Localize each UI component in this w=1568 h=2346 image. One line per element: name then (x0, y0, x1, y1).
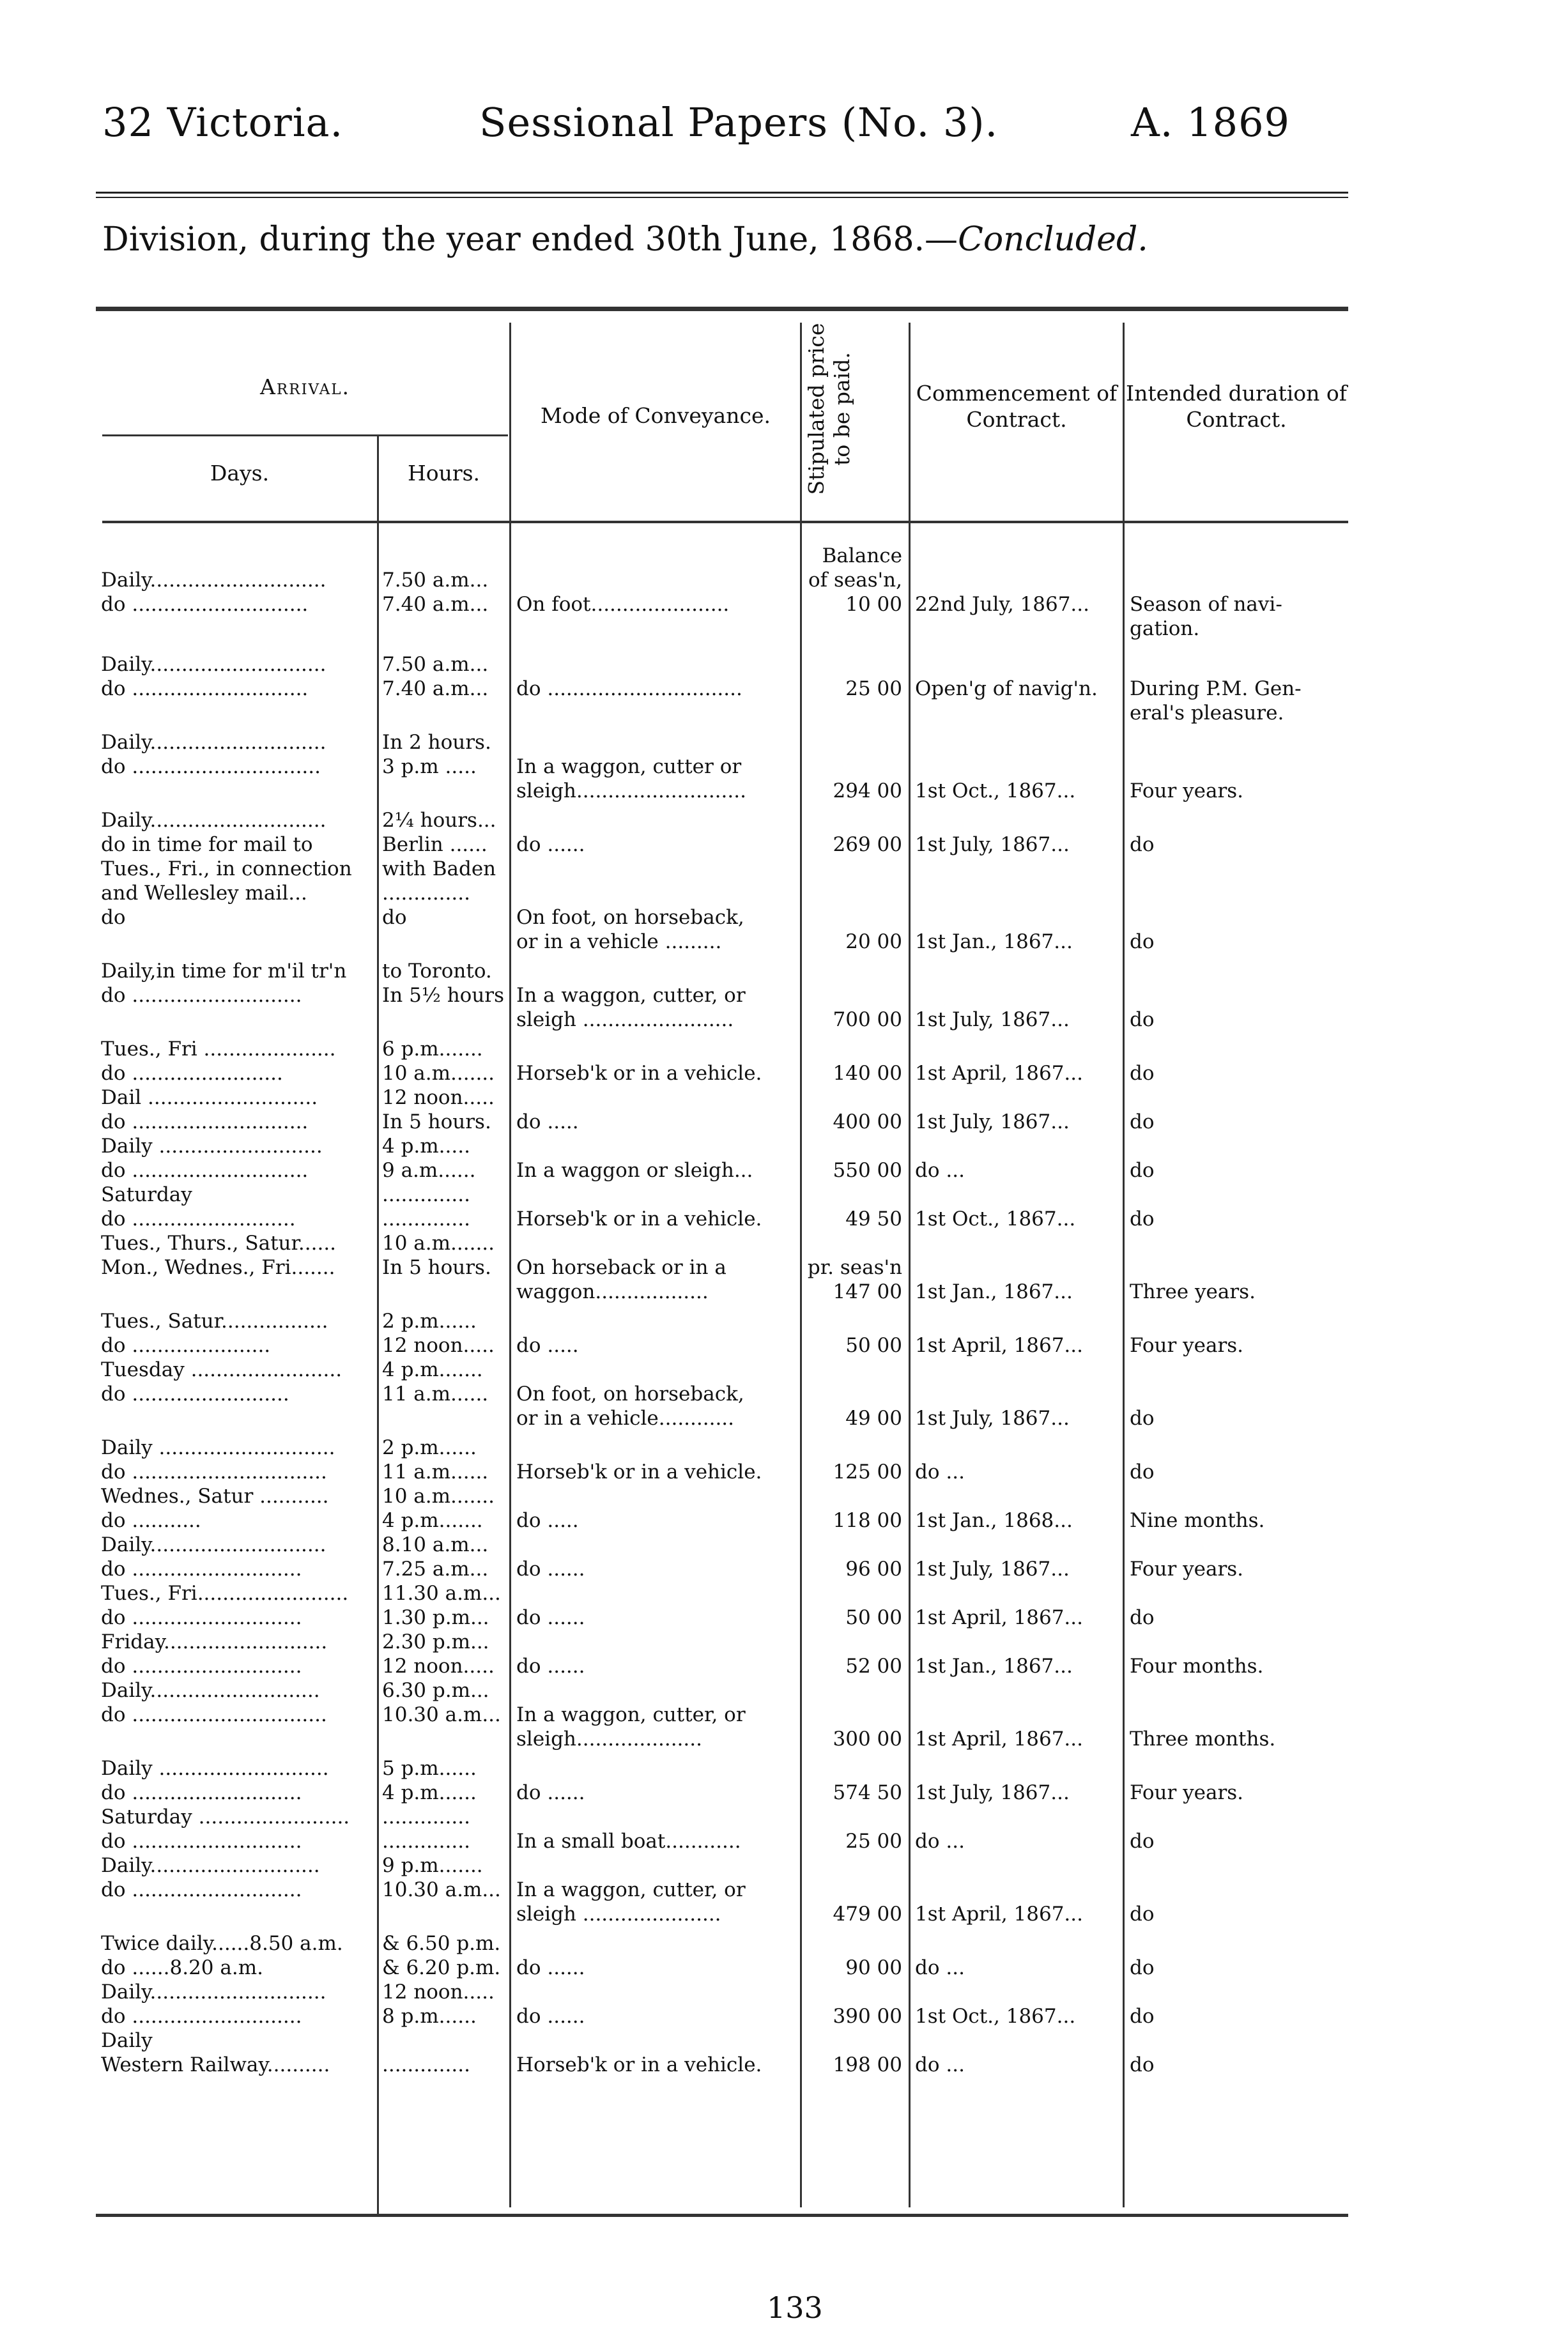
cell-comm: 1st Jan., 1867... (915, 930, 1073, 953)
cell-price: 50 00 (845, 1334, 902, 1357)
cell-hours: 4 p.m....... (382, 1509, 483, 1532)
cell-price: 125 00 (833, 1460, 902, 1483)
cell-days: do ........................... (101, 1878, 302, 1901)
cell-hours: 10 a.m....... (382, 1232, 495, 1255)
cell-days: Daily............................ (101, 1533, 327, 1556)
cell-price: 118 00 (833, 1509, 902, 1532)
cell-comm: do ... (915, 1830, 965, 1853)
cell-price: 390 00 (833, 2005, 902, 2028)
cell-mode: or in a vehicle............ (516, 1407, 735, 1430)
cell-comm: 22nd July, 1867... (915, 593, 1089, 616)
cell-hours: 6 p.m....... (382, 1038, 483, 1061)
page-number: 133 (767, 2290, 823, 2325)
cell-days: do ......8.20 a.m. (101, 1956, 263, 1979)
cell-price: 574 50 (833, 1781, 902, 1804)
cell-mode: On horseback or in a (516, 1256, 726, 1279)
cell-hours: 7.40 a.m... (382, 677, 489, 700)
cell-hours: .............. (382, 1208, 470, 1230)
arrival-under-rule (102, 434, 508, 436)
cell-dur: Nine months. (1130, 1509, 1265, 1532)
cell-mode: Horseb'k or in a vehicle. (516, 1062, 762, 1085)
col-divider-hours-mode (509, 323, 511, 2207)
cell-hours: 9 p.m....... (382, 1854, 483, 1877)
cell-hours: 8 p.m...... (382, 2005, 477, 2028)
cell-dur: do (1130, 1830, 1155, 1853)
cell-days: Tues., Satur................. (101, 1310, 328, 1333)
header-rule-bottom (96, 197, 1348, 198)
cell-hours: & 6.20 p.m. (382, 1956, 501, 1979)
cell-dur: Four years. (1130, 779, 1244, 802)
cell-days: do ........................... (101, 984, 302, 1007)
cell-comm: 1st Oct., 1867... (915, 1208, 1076, 1230)
cell-hours: 12 noon..... (382, 1981, 495, 2004)
cell-hours: 12 noon..... (382, 1334, 495, 1357)
caption-italic: Concluded. (958, 220, 1148, 259)
col-divider-days-hours (377, 434, 379, 2214)
cell-price: 198 00 (833, 2053, 902, 2076)
cell-hours: to Toronto. (382, 960, 492, 983)
cell-comm: 1st Jan., 1867... (915, 1655, 1073, 1678)
cell-hours: 7.50 a.m... (382, 653, 489, 676)
col-divider-comm-dur (1123, 323, 1125, 2207)
cell-days: Wednes., Satur ........... (101, 1485, 329, 1508)
cell-days: Daily (101, 2029, 153, 2052)
cell-price: 479 00 (833, 1903, 902, 1926)
cell-days: Daily .......................... (101, 1135, 323, 1158)
cell-days: do ............................ (101, 1159, 309, 1182)
cell-days: do ........... (101, 1509, 201, 1532)
cell-price: 400 00 (833, 1110, 902, 1133)
cell-hours: .............. (382, 882, 470, 905)
cell-days: do ............................ (101, 677, 309, 700)
cell-hours: do (382, 906, 407, 929)
cell-mode: do ..... (516, 1509, 579, 1532)
cell-days: Daily........................... (101, 1679, 320, 1702)
cell-hours: 11 a.m...... (382, 1383, 489, 1406)
cell-hours: 10 a.m....... (382, 1485, 495, 1508)
cell-days: do ............................... (101, 1460, 327, 1483)
cell-hours: 12 noon..... (382, 1655, 495, 1678)
cell-days: do .............................. (101, 755, 321, 778)
cell-days: Daily............................ (101, 1981, 327, 2004)
cell-hours: 10.30 a.m... (382, 1878, 501, 1901)
cell-days: do ........................ (101, 1062, 283, 1085)
cell-mode: do ...... (516, 1558, 585, 1581)
cell-dur: do (1130, 930, 1155, 953)
cell-price: 25 00 (845, 677, 902, 700)
cell-days: Tues., Fri ..................... (101, 1038, 336, 1061)
cell-hours: Berlin ...... (382, 833, 488, 856)
cell-comm: do ... (915, 2053, 965, 2076)
cell-days: do ........................... (101, 1558, 302, 1581)
heading-duration: Intended duration of Contract. (1126, 381, 1347, 433)
cell-dur: do (1130, 1159, 1155, 1182)
cell-days: do (101, 906, 126, 929)
cell-mode: do ...... (516, 2005, 585, 2028)
cell-comm: 1st April, 1867... (915, 1334, 1083, 1357)
cell-comm: 1st July, 1867... (915, 1008, 1070, 1031)
cell-comm: 1st July, 1867... (915, 1558, 1070, 1581)
cell-price: 49 00 (845, 1407, 902, 1430)
cell-price: 49 50 (845, 1208, 902, 1230)
cell-price: 300 00 (833, 1728, 902, 1751)
cell-comm: 1st Oct., 1867... (915, 2005, 1076, 2028)
cell-mode: In a waggon or sleigh... (516, 1159, 753, 1182)
cell-days: Daily............................ (101, 809, 327, 832)
cell-mode: sleigh ........................ (516, 1008, 734, 1031)
cell-hours: 2.30 p.m... (382, 1630, 489, 1653)
cell-hours: 4 p.m....... (382, 1358, 483, 1381)
cell-hours: 7.50 a.m... (382, 569, 489, 592)
cell-dur: do (1130, 1008, 1155, 1031)
cell-dur: Season of navi- (1130, 593, 1282, 616)
cell-days: do ........................... (101, 1606, 302, 1629)
cell-hours: 11 a.m...... (382, 1460, 489, 1483)
cell-mode: do ...... (516, 1655, 585, 1678)
cell-hours: .............. (382, 2053, 470, 2076)
cell-mode: Horseb'k or in a vehicle. (516, 2053, 762, 2076)
cell-dur: eral's pleasure. (1130, 702, 1284, 724)
cell-hours: 4 p.m...... (382, 1781, 477, 1804)
cell-comm: 1st April, 1867... (915, 1062, 1083, 1085)
cell-comm: do ... (915, 1956, 965, 1979)
cell-price: 52 00 (845, 1655, 902, 1678)
header-rule-top (96, 192, 1348, 194)
cell-days: Daily........................... (101, 1854, 320, 1877)
caption-text: Division, during the year ended 30th June, 1868.— (102, 220, 958, 259)
cell-hours: 8.10 a.m... (382, 1533, 489, 1556)
cell-price: 550 00 (833, 1159, 902, 1182)
cell-days: do .......................... (101, 1208, 296, 1230)
cell-hours: 1.30 p.m... (382, 1606, 489, 1629)
cell-hours: In 5½ hours (382, 984, 505, 1007)
cell-comm: do ... (915, 1159, 965, 1182)
cell-hours: In 5 hours. (382, 1256, 491, 1279)
cell-dur: Three years. (1130, 1280, 1256, 1303)
cell-mode: waggon.................. (516, 1280, 709, 1303)
cell-days: Daily............................ (101, 731, 327, 754)
cell-mode: or in a vehicle ......... (516, 930, 722, 953)
cell-hours: In 2 hours. (382, 731, 491, 754)
cell-dur: do (1130, 2005, 1155, 2028)
cell-comm: Open'g of navig'n. (915, 677, 1098, 700)
heading-mode: Mode of Conveyance. (541, 403, 771, 428)
heading-hours: Hours. (407, 461, 480, 486)
cell-days: Friday.......................... (101, 1630, 328, 1653)
cell-hours: & 6.50 p.m. (382, 1932, 501, 1955)
cell-mode: do ..... (516, 1110, 579, 1133)
cell-dur: do (1130, 833, 1155, 856)
cell-price: 10 00 (845, 593, 902, 616)
table-bottom-rule (96, 2214, 1348, 2217)
cell-days: Tues., Fri., in connection (101, 857, 352, 880)
cell-days: Daily ............................ (101, 1436, 335, 1459)
col-divider-mode-price (800, 323, 802, 2207)
cell-hours: 6.30 p.m... (382, 1679, 489, 1702)
heading-arrival: Arrival. (260, 374, 350, 399)
cell-mode: do ............................... (516, 677, 742, 700)
cell-days: Dail ........................... (101, 1086, 318, 1109)
cell-dur: do (1130, 1903, 1155, 1926)
cell-comm: 1st April, 1867... (915, 1903, 1083, 1926)
cell-price: pr. seas'n (807, 1256, 902, 1279)
cell-dur: do (1130, 1407, 1155, 1430)
cell-days: and Wellesley mail... (101, 882, 307, 905)
cell-days: do ............................... (101, 1703, 327, 1726)
header-left: 32 Victoria. (102, 99, 344, 146)
cell-dur: do (1130, 2053, 1155, 2076)
cell-mode: In a waggon, cutter, or (516, 1878, 746, 1901)
cell-days: Daily............................ (101, 569, 327, 592)
cell-mode: do ...... (516, 1956, 585, 1979)
cell-hours: 12 noon..... (382, 1086, 495, 1109)
cell-days: do ...................... (101, 1334, 271, 1357)
cell-dur: do (1130, 1460, 1155, 1483)
cell-mode: In a small boat............ (516, 1830, 741, 1853)
cell-dur: do (1130, 1110, 1155, 1133)
cell-days: do ......................... (101, 1383, 289, 1406)
cell-hours: 7.25 a.m... (382, 1558, 489, 1581)
cell-days: Tues., Fri........................ (101, 1582, 349, 1605)
cell-mode: do ...... (516, 833, 585, 856)
cell-hours: 5 p.m...... (382, 1757, 477, 1780)
cell-hours: .............. (382, 1183, 470, 1206)
header-center: Sessional Papers (No. 3). (479, 99, 999, 146)
cell-dur: Four months. (1130, 1655, 1264, 1678)
header-bottom-rule (102, 521, 1348, 523)
cell-comm: 1st April, 1867... (915, 1728, 1083, 1751)
cell-dur: Four years. (1130, 1781, 1244, 1804)
cell-days: do ............................ (101, 593, 309, 616)
cell-hours: 9 a.m...... (382, 1159, 476, 1182)
cell-days: Daily,in time for m'il tr'n (101, 960, 347, 983)
cell-days: Tues., Thurs., Satur...... (101, 1232, 337, 1255)
cell-price: of seas'n, (808, 569, 902, 592)
cell-dur: gation. (1130, 617, 1200, 640)
cell-hours: In 5 hours. (382, 1110, 491, 1133)
cell-hours: 2¼ hours... (382, 809, 496, 832)
cell-hours: 11.30 a.m... (382, 1582, 501, 1605)
heading-days: Days. (210, 461, 270, 486)
cell-dur: do (1130, 1956, 1155, 1979)
cell-comm: 1st July, 1867... (915, 833, 1070, 856)
cell-days: do in time for mail to (101, 833, 313, 856)
cell-mode: In a waggon, cutter, or (516, 984, 746, 1007)
cell-mode: do ...... (516, 1781, 585, 1804)
heading-price: Stipulated price to be paid. (804, 323, 854, 495)
heading-commencement: Commencement of Contract. (916, 381, 1118, 433)
cell-dur: do (1130, 1208, 1155, 1230)
cell-dur: Four years. (1130, 1558, 1244, 1581)
cell-mode: Horseb'k or in a vehicle. (516, 1460, 762, 1483)
cell-comm: 1st Oct., 1867... (915, 779, 1076, 802)
cell-dur: do (1130, 1606, 1155, 1629)
cell-hours: .............. (382, 1830, 470, 1853)
cell-hours: 10.30 a.m... (382, 1703, 501, 1726)
cell-mode: In a waggon, cutter, or (516, 1703, 746, 1726)
cell-price: Balance (822, 544, 902, 567)
cell-comm: 1st April, 1867... (915, 1606, 1083, 1629)
cell-hours: 10 a.m....... (382, 1062, 495, 1085)
cell-comm: 1st July, 1867... (915, 1407, 1070, 1430)
cell-price: 147 00 (833, 1280, 902, 1303)
cell-dur: Three months. (1130, 1728, 1276, 1751)
cell-comm: 1st Jan., 1867... (915, 1280, 1073, 1303)
cell-days: Daily ........................... (101, 1757, 329, 1780)
cell-mode: sleigh ...................... (516, 1903, 721, 1926)
cell-hours: 2 p.m...... (382, 1310, 477, 1333)
cell-hours: with Baden (382, 857, 496, 880)
cell-dur: do (1130, 1062, 1155, 1085)
cell-price: 294 00 (833, 779, 902, 802)
cell-days: do ........................... (101, 1830, 302, 1853)
header-right: A. 1869 (1131, 99, 1290, 146)
cell-price: 140 00 (833, 1062, 902, 1085)
cell-price: 25 00 (845, 1830, 902, 1853)
cell-days: Saturday ........................ (101, 1805, 350, 1828)
cell-days: do ........................... (101, 1655, 302, 1678)
cell-price: 269 00 (833, 833, 902, 856)
cell-days: Daily............................ (101, 653, 327, 676)
cell-comm: do ... (915, 1460, 965, 1483)
cell-hours: 2 p.m...... (382, 1436, 477, 1459)
cell-days: Western Railway.......... (101, 2053, 330, 2076)
col-divider-price-comm (909, 323, 911, 2207)
cell-hours: 4 p.m..... (382, 1135, 470, 1158)
cell-hours: .............. (382, 1805, 470, 1828)
cell-price: 20 00 (845, 930, 902, 953)
cell-comm: 1st July, 1867... (915, 1110, 1070, 1133)
cell-mode: sleigh........................... (516, 779, 746, 802)
table-top-rule (96, 307, 1348, 311)
cell-days: Twice daily......8.50 a.m. (101, 1932, 343, 1955)
cell-mode: sleigh.................... (516, 1728, 702, 1751)
cell-dur: Four years. (1130, 1334, 1244, 1357)
cell-comm: 1st July, 1867... (915, 1781, 1070, 1804)
cell-price: 90 00 (845, 1956, 902, 1979)
cell-hours: 3 p.m ..... (382, 755, 477, 778)
cell-days: Tuesday ........................ (101, 1358, 342, 1381)
cell-mode: Horseb'k or in a vehicle. (516, 1208, 762, 1230)
cell-dur: During P.M. Gen- (1130, 677, 1302, 700)
cell-days: Mon., Wednes., Fri....... (101, 1256, 335, 1279)
cell-days: do ........................... (101, 1781, 302, 1804)
table-caption (102, 220, 1148, 259)
cell-hours: 7.40 a.m... (382, 593, 489, 616)
cell-days: Saturday (101, 1183, 192, 1206)
cell-mode: On foot...................... (516, 593, 730, 616)
cell-price: 700 00 (833, 1008, 902, 1031)
cell-mode: In a waggon, cutter or (516, 755, 742, 778)
cell-comm: 1st Jan., 1868... (915, 1509, 1073, 1532)
cell-price: 50 00 (845, 1606, 902, 1629)
cell-mode: On foot, on horseback, (516, 1383, 744, 1406)
cell-days: do ........................... (101, 2005, 302, 2028)
cell-mode: On foot, on horseback, (516, 906, 744, 929)
cell-mode: do ..... (516, 1334, 579, 1357)
cell-price: 96 00 (845, 1558, 902, 1581)
cell-mode: do ...... (516, 1606, 585, 1629)
cell-days: do ............................ (101, 1110, 309, 1133)
